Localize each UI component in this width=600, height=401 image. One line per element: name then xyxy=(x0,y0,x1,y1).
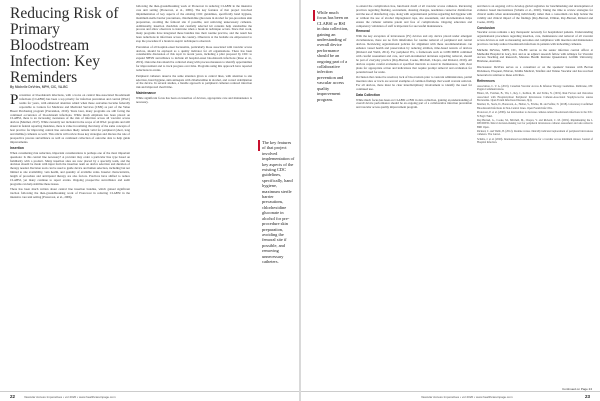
left-page xyxy=(0,0,299,401)
left-footer-publication: Vascular Access Imperatives • vol 2020 • www.healthcareinpage.com xyxy=(24,395,116,399)
references-list: Association, C. V. A. (2019). Canadian Vascular Access & Infusion Therapy Guidelines. Pembroke, ON: Pappin Communications. Blauw, M., Foxman, B., Wu, J., Rey, J., Kollisat, M. and Sichia, N. (2019). Risk Factors and Outcomes Associated with Hospital-Onset Peripheral Intravenous Catheter-Associated Staphylococcus aureus Bacteremia. Open Forum Infectious Diseases, 6(4). Marmel, D., Steck, D., Bonacorsi, A., Harber, S., Frisbie, M. and Safdar, N. (2018). Laboratory-Confirmed Bloodstream Infections in Non-Central Lines. Open Forum Infect Dis. Pronovost, P. et al. (2006). An intervention to decrease catheter-related bloodstream infections in the ICU. N Engl J Med. Ray-Barruel, G., Cooke, M., Mitchell, M., Chopra, V. and Rickard, C. M. (2019). Implementing the I-DECIDED clinical decision-making tool for peripheral intravenous catheter assessment and safe removal. BMJ Open. Rickard, C. and Webb, B. (2012). Routine versus clinically indicated replacement of peripheral intravenous catheters. The Lancet. Schults, J. et al. (2020). International recommendations for a vascular access minimum dataset. Journal of Hospital Infection. xyxy=(477,84,593,145)
pull-quote-2: While much focus has been on CLABSI or BSI in data collection, gaining an understanding of overall device performance should be an ongoing part of a collaborative infection prevention and vascular access quality improvement program. xyxy=(317,10,349,102)
column-1: Prevention of bloodstream infections, with a focus on central line-associated bloodstream infections (CLABSI) has been a top priority for infection prevention and control (IPAC) teams for years, with enhanced attention added when these outcomes became federally reportable to Centers for Medicare and Medicaid Services (CMS) as part of the Value Based Purchasing program (Prevention, 2019). Years later, many programs are still facing the continued occurrence of bloodstream infections. While much emphasis has been placed on CLABSI, there is an increasing awareness of the risk of infection across all vascular access devices (Marmel, 2017). While currently not included in the scope of all IPAC programs and still absent in federal reporting mandates, there is value in realizing that many of the same concepts of best practice for improving central line outcomes likely remain valid for peripheral (short, long and midline) catheters as well. This article will review those key strategies and discuss the role of prospective process surveillance as well as continued collection of outcome data to help guide improvements. Insertion When considering risk reduction, important considerations is perhaps one of the most important questions: Is this central line necessary? A provider may order a particular line type based on familiarity with a product. Many insertion sites are now placed by a specialty team, and the decision should be made with input from the insertion team on device selection and duration of therapy needed. Decision tools can be used to guide device and lumen selection, including but not limited to site availability, vein health, and quantity of available veins. Inserter characteristics, length of procedure and anticipated therapy are also factors. Practices have shifted to reduce CLABSI, yet many continue to report events. Ongoing prospective surveillance and audit programs can help stabilize these issues. There has been much written about central line insertion bundles, which gained significant traction following the then-groundbreaking work of Pronovost in reducing CLABSI in the intensive care unit setting (Pronovost, et al., 2006). xyxy=(10,94,130,200)
section-heading-removal: Removal xyxy=(356,29,370,34)
right-footer xyxy=(301,391,600,401)
right-page xyxy=(301,0,600,401)
column-4: and then is an ongoing call to develop global registries for benchmarking and development of evidence based interventions (Schults et al., 2020). Taking the time to review strategies for clinical audits when understanding individually rather than a consortium can help bolster the validity and clinical impact of the findings (Ray-Barruel, Ullman, Ray-Barruel, Rickard and Cooke, 2018). Conclusion Vascular access remains a key therapeutic necessity for hospitalized patients. Understanding organizational procedures regarding insertion, care, maintenance and removal of all vascular access devices as well as measuring outcomes and compliance with insertion and maintenance practices can help reduce bloodstream infections in patients with indwelling catheters. Michelle DeVries, MPH, CIC, VA-BC serves as the senior infection control officer at Methodist Hospital in Gary, Ind. and as an adjunct research fellow with Alliance for Vascular Access Teaching and Research, Menzies Health Institute Queensland, Griffith University, Brisbane, Australia. Disclosures: DeVries serves as a consultant or on the speakers' bureaus with Becton Dickinson, Eloquest, Ethicon, Smiths Medical, Teleflex and Velano Vascular and has received honoraria in relation to these activities. References Association, C. V. A. (2019). Canadian Vascular Access & Infusion Therapy Guidelines. Pembroke, ON: Pappin Communications. Blauw, M., Foxman, B., Wu, J., Rey, J., Kollisat, M. and Sichia, N. (2019). Risk Factors and Outcomes Associated with Hospital-Onset Peripheral Intravenous Catheter-Associated Staphylococcus aureus Bacteremia. Open Forum Infectious Diseases, 6(4). Marmel, D., Steck, D., Bonacorsi, A., Harber, S., Frisbie, M. and Safdar, N. (2018). Laboratory-Confirmed Bloodstream Infections in Non-Central Lines. Open Forum Infect Dis. Pronovost, P. et al. (2006). An intervention to decrease catheter-related bloodstream infections in the ICU. N Engl J Med. Ray-Barruel, G., Cooke, M., Mitchell, M., Chopra, V. and Rickard, C. M. (2019). Implementing the I-DECIDED clinical decision-making tool for peripheral intravenous catheter assessment and safe removal. BMJ Open. Rickard, C. and Webb, B. (2012). Routine versus clinically indicated replacement of peripheral intravenous catheters. The Lancet. Schults, J. et al. (2020). International recommendations for a vascular access minimum dataset. Journal of Hospital Infection. xyxy=(477,5,593,145)
intro-paragraph: Prevention of bloodstream infections, with a focus on central line-associated bloodstream infections (CLABSI) has been a top priority for infection prevention and control (IPAC) teams for years, with enhanced attention added when these outcomes became federally reportable to Centers for Medicare and Medicaid Services (CMS) as part of the Value Based Purchasing program (Prevention, 2019). Years later, many programs are still facing the continued occurrence of bloodstream infections. While much emphasis has been placed on CLABSI, there is an increasing awareness of the risk of infection across all vascular access devices (Marmel, 2017). While currently not included in the scope of all IPAC programs and still absent in federal reporting mandates, there is value in realizing that many of the same concepts of best practice for improving central line outcomes likely remain valid for peripheral (short, long and midline) catheters as well. This article will review those key strategies and discuss the role of prospective process surveillance as well as continued collection of outcome data to help guide improvements. xyxy=(10,94,130,144)
column-3: to extend the complication free, functional dwell of all vascular access catheters. Reviewing practices regarding flushing, securement, dressing changes, needleless connector disinfection and the use of disinfecting caps, along with organizational policies regarding hub hygiene with or without the use of alcohol impregnated caps, site assessment, and documentation helps ensure the catheter remains patent and free of complications. Ongoing education and competency validation of staff is important for successful maintenance. Removal With the key exception of intravenous (IV) devices and any device placed under emergent circumstances, there are no firm timeframes for routine removal of peripheral and central devices. Reviewing organizational policies for alignment with these recommendations can enhance vessel health and preservation by reducing attrition, time-based restarts of devices (Rickard and Webb, 2012). For peripheral IVs, a framework such as I-DECIDED combined with careful assessment and care, and well-documented decisions regarding removal, should be part of everyday practice (Ray-Barruel, Cooke, Mitchell, Chopra, and Rickard, 2019). All devices require careful evaluation at specified intervals as noted in maintenance, with clear plans for appropriate action and indications that require prompt removal and evaluation for potential need for resite. Occlusion that cannot be resolved, lack of blood return prior to vesicant administration, partial insertion sites or tracts are several examples of common findings that would warrant removal. For all devices, there must be clear interdisciplinary involvement to identify the need for continued use. Data Collection While much focus has been on CLABSI or BSI in data collection, gaining an understanding of overall device performance should be an ongoing part of a collaborative infection prevention and vascular access quality improvement program. xyxy=(356,5,472,110)
dropcap: P xyxy=(10,94,19,108)
article-title: Reducing Risk of Primary Bloodstream Infection: Key Reminders xyxy=(10,5,119,86)
byline: By Michelle DeVries, MPH, CIC, VA-BC xyxy=(10,85,68,89)
continued-notice: Continued on Page 24 xyxy=(562,387,592,391)
section-heading-data-collection: Data Collection xyxy=(356,92,380,97)
section-heading-maintenance: Maintenance xyxy=(136,91,156,96)
section-heading-insertion: Insertion xyxy=(10,145,24,150)
section-heading-references: References xyxy=(477,78,495,83)
right-footer-publication: Vascular Access Imperatives • vol 2020 • www.healthcareinpage.com xyxy=(421,395,513,399)
right-page-number: 23 xyxy=(584,393,590,399)
left-footer xyxy=(0,391,299,401)
column-2: following the then-groundbreaking work of Pronovost in reducing CLABSI in the intensive care unit setting (Pronovost, et al., 2006). The key features of that project involved implementation of key aspects of the existing CDC guidelines, specifically hand hygiene, maximum sterile barrier precautions, chlorhexidine gluconate in alcohol for pre-procedure skin preparation, avoiding the femoral site if possible, and removing unnecessary catheters. Additionally, insertion checklists and carefully selected kit contents help standardize the process and allow observers to intervene when a break in technique occurs. Since that work, many programs have integrated these bundles into their routine practice, and the result has been reductions in infections across the country. Observers at the bedside are empowered to stop the procedure if a break in aseptic technique is observed. Prevention of all hospital-onset bacteremia, particularly those associated with vascular access devices, should be explored as a quality indicator for all organizations. There has been considerable discussion of this topic in recent years, including a pilot proposal by CDC to expand NHSN surveillance to include all hospital-onset bloodstream infections (Rose et al., 2019). Outcome data should be collected along with process measures to identify opportunities for improvement and to track progress over time. Programs using this approach have reported reductions in events. Peripheral catheters deserve the same attention given to central lines, with attention to site selection, hand hygiene, skin antisepsis with chlorhexidine in alcohol, and correct stabilization of the device. In several studies, a bundle approach to peripheral catheters reduced infection risk and improved dwell time. Maintenance While significant focus has been on insertion of devices, appropriate care and maintenance is necessary. xyxy=(136,5,252,105)
pull-quote-1: The key features of that project involved implementation of key aspects of the existing CDC guidelines, specifically, hand hygiene, maximum sterile barrier precautions, chlorhexidine gluconate in alcohol for pre-procedure skin preparation, avoiding the femoral site if possible, and removing unnecessary catheters. xyxy=(262,140,295,264)
left-page-number: 22 xyxy=(10,393,16,399)
section-heading-conclusion: Conclusion xyxy=(477,25,495,30)
